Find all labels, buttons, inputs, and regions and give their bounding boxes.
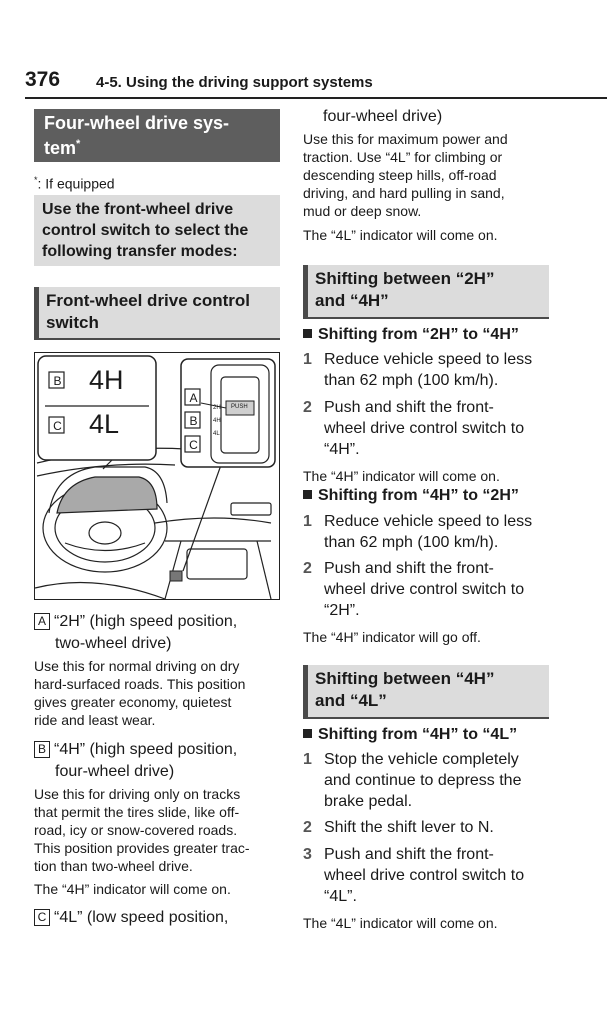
step-line: Reduce vehicle speed to less [324,513,533,530]
item-a-desc-1: Use this for normal driving on dry [34,658,240,674]
step-text [324,844,524,907]
section-header: 4-5. Using the driving support systems [96,74,373,91]
callout-a-switch: A [189,391,198,405]
step-line: Reduce vehicle speed to less [324,351,533,368]
shift-4h-4l-header-1: Shifting between “4H” [315,669,495,688]
step-4h2h-1 [303,511,553,553]
shift-4h-to-2h-subheader [303,487,519,505]
step-text [324,397,524,460]
item-c-desc-3: descending steep hills, off-road [303,167,497,183]
square-bullet-icon [303,729,312,738]
item-a-line-2: two-wheel drive) [55,635,172,652]
step-line: “2H”. [324,602,360,619]
switch-push-label: PUSH [231,404,248,410]
shift-4h-4l-header-2: and “4L” [315,691,387,710]
square-bullet-icon [303,490,312,499]
item-b-line-2: four-wheel drive) [55,763,175,780]
item-b-note: The “4H” indicator will come on. [34,881,231,897]
shift-2h-to-4h-text: Shifting from “2H” to “4H” [318,326,519,343]
step-line: and continue to depress the [324,772,522,789]
shift-4h-to-2h-text: Shifting from “4H” to “2H” [318,487,519,504]
step-4h4l-2 [303,817,553,838]
step-text [324,511,532,553]
item-c-desc-1: Use this for maximum power and [303,131,508,147]
shift-4h-4l-header [303,665,549,719]
item-b-box: B [34,741,50,758]
step-line: Stop the vehicle completely [324,751,519,768]
step-line: Push and shift the front- [324,399,494,416]
item-a-desc [34,657,245,729]
item-a-line-1: “2H” (high speed position, [54,613,238,630]
shift-2h4h-note-2: The “4H” indicator will go off. [303,629,481,645]
item-c-desc [303,130,508,220]
item-a-desc-3: gives greater economy, quietest [34,694,232,710]
callout-b-indicator: B [53,374,62,388]
item-b-desc-4: This position provides greater trac- [34,840,250,856]
item-c-note: The “4L” indicator will come on. [303,227,498,243]
step-line: “4L”. [324,888,357,905]
shift-2h4h-note-1: The “4H” indicator will come on. [303,468,500,484]
callout-b-switch: B [189,414,198,428]
step-text [324,749,521,812]
item-b-desc-2: that permit the tires slide, like off- [34,804,240,820]
intro-box [34,195,280,266]
switch-header-line-2: switch [46,313,99,332]
switch-4h-mark: 4H [213,418,221,424]
step-line: Push and shift the front- [324,560,494,577]
intro-line-2: control switch to select the [42,222,249,239]
item-c-box: C [34,909,50,926]
title-line-2 [44,134,270,159]
item-b-title [34,739,237,761]
shift-2h-4h-header-2: and “4H” [315,291,389,310]
item-c-desc-5: mud or deep snow. [303,203,422,219]
step-2h4h-2 [303,397,553,460]
indicator-4l-label: 4L [89,409,120,439]
item-a-desc-2: hard-surfaced roads. This position [34,676,246,692]
switch-section-header [34,287,280,340]
item-b-desc-1: Use this for driving only on tracks [34,786,241,802]
step-line: wheel drive control switch to [324,581,525,598]
step-4h2h-2 [303,558,553,621]
shift-4h-to-4l-subheader [303,726,517,744]
square-bullet-icon [303,329,312,338]
step-text [324,558,524,621]
item-c-line-2: four-wheel drive) [323,108,443,125]
item-c-line-1: “4L” (low speed position, [54,909,229,926]
step-text [324,817,494,838]
switch-illustration [34,352,280,600]
switch-2h-mark: 2H [213,405,221,411]
dashboard-drawing [35,353,279,599]
header-rule [25,97,607,99]
step-line: than 62 mph (100 km/h). [324,372,499,389]
step-number: 2 [303,819,312,836]
switch-4l-mark: 4L [213,431,220,437]
title-asterisk: * [76,138,81,150]
item-a-desc-4: ride and least wear. [34,712,156,728]
item-b-desc [34,785,250,875]
title-word: tem [44,138,77,158]
intro-line-1: Use the front-wheel drive [42,201,234,218]
step-number: 1 [303,351,312,368]
item-a-box: A [34,613,50,630]
item-c-desc-4: driving, and hard pulling in sand, [303,185,505,201]
shift-4h4l-note: The “4L” indicator will come on. [303,915,498,931]
footnote-asterisk: * [34,175,38,185]
page-title [34,109,280,162]
step-number: 1 [303,751,312,768]
shift-2h-4h-header [303,265,549,319]
step-line: Shift the shift lever to N. [324,819,494,836]
step-4h4l-1 [303,749,553,812]
step-2h4h-1 [303,349,553,391]
shift-2h-to-4h-subheader [303,326,519,344]
step-text [324,349,532,391]
title-line-1: Four-wheel drive sys- [44,113,230,133]
switch-header-line-1: Front-wheel drive control [46,291,251,310]
step-number: 1 [303,513,312,530]
shift-4h-to-4l-text: Shifting from “4H” to “4L” [318,726,518,743]
step-number: 2 [303,560,312,577]
callout-c-switch: C [189,438,198,452]
footnote-text: : If equipped [37,175,115,192]
step-line: brake pedal. [324,793,413,810]
page-number: 376 [25,68,61,91]
callout-c-indicator: C [53,419,62,433]
indicator-4h-label: 4H [89,365,124,395]
step-line: than 62 mph (100 km/h). [324,534,499,551]
item-c-title [34,907,228,929]
item-b-desc-3: road, icy or snow-covered roads. [34,822,238,838]
item-a-title [34,611,237,633]
step-line: wheel drive control switch to [324,420,525,437]
step-line: wheel drive control switch to [324,867,525,884]
step-number: 2 [303,399,312,416]
item-c-desc-2: traction. Use “4L” for climbing or [303,149,503,165]
item-b-desc-5: tion than two-wheel drive. [34,858,193,874]
shift-2h-4h-header-1: Shifting between “2H” [315,269,495,288]
footnote [34,175,115,192]
intro-line-3: following transfer modes: [42,243,238,260]
step-number: 3 [303,846,312,863]
step-line: Push and shift the front- [324,846,494,863]
step-4h4l-3 [303,844,553,907]
item-b-line-1: “4H” (high speed position, [54,741,238,758]
step-line: “4H”. [324,441,360,458]
